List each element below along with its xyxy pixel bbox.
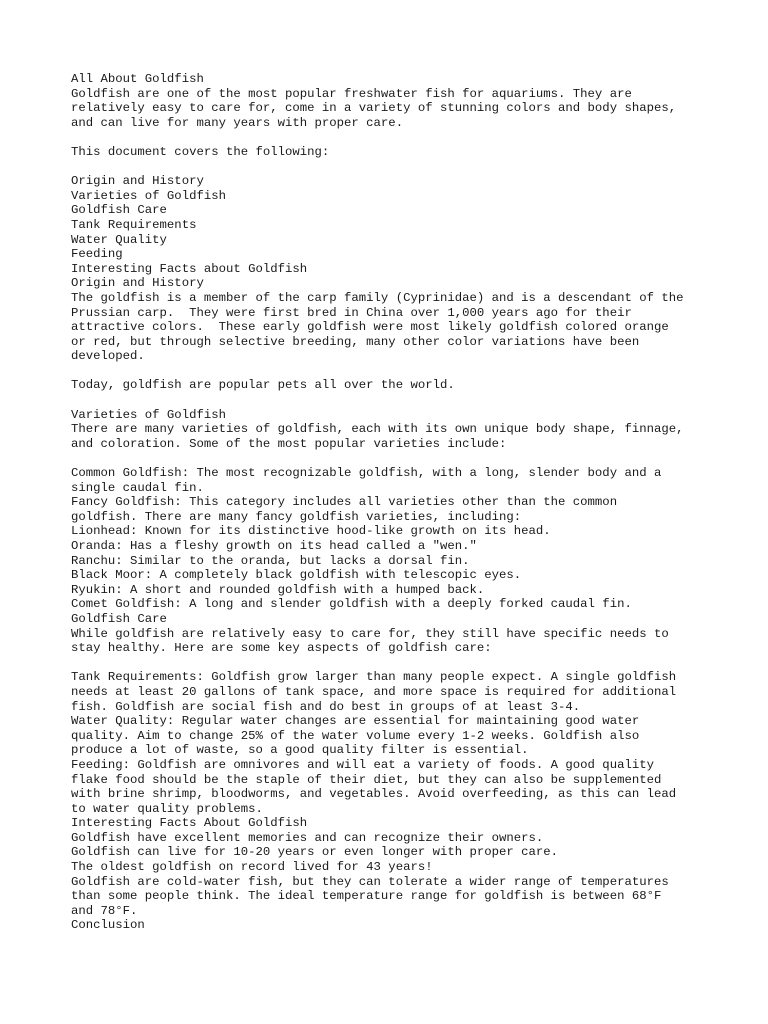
text-line: Origin and History — [71, 276, 204, 291]
document-body — [71, 72, 731, 933]
text-line: fish. Goldfish are social fish and do best in groups of at least 3-4. — [71, 699, 581, 714]
text-line: needs at least 20 gallons of tank space, and more space is required for additional — [71, 684, 677, 699]
text-line: Tank Requirements — [71, 217, 197, 232]
text-line: attractive colors. These early goldfish were most likely goldfish colored orange — [71, 320, 669, 335]
text-line: Origin and History — [71, 174, 204, 189]
text-line: The oldest goldfish on record lived for 43 years! — [71, 860, 433, 875]
text-line: Oranda: Has a fleshy growth on its head called a "wen." — [71, 539, 477, 553]
text-line: Interesting Facts About Goldfish — [71, 816, 308, 831]
text-line: Prussian carp. They were first bred in China over 1,000 years ago for their — [71, 305, 632, 320]
text-line: flake food should be the staple of their diet, but they can also be supplemented — [71, 772, 662, 787]
text-line: Interesting Facts about Goldfish — [71, 261, 308, 276]
text-line: Goldfish have excellent memories and can recognize their owners. — [71, 830, 544, 845]
text-line: Goldfish can live for 10-20 years or even longer with proper care. — [71, 845, 559, 860]
text-line: Feeding — [71, 247, 123, 262]
text-line: While goldfish are relatively easy to care for, they still have specific needs to — [71, 626, 669, 641]
text-line: developed. — [71, 349, 145, 364]
blank-line — [71, 451, 731, 466]
text-line: goldfish. There are many fancy goldfish varieties, including: — [71, 509, 522, 524]
text-line: and 78°F. — [71, 903, 138, 918]
text-line: or red, but through selective breeding, many other color variations have been — [71, 334, 640, 349]
text-line: Conclusion — [71, 918, 145, 933]
text-line: Common Goldfish: The most recognizable goldfish, with a long, slender body and a — [71, 466, 662, 481]
text-line: produce a lot of waste, so a good quality filter is essential. — [71, 743, 529, 758]
blank-line — [71, 130, 731, 145]
text-line: to water quality problems. — [71, 801, 263, 816]
text-line: Today, goldfish are popular pets all over the world. — [71, 378, 455, 393]
text-line: All About Goldfish — [71, 72, 204, 86]
text-line: Water Quality: Regular water changes are essential for maintaining good water — [71, 714, 640, 729]
text-line: Tank Requirements: Goldfish grow larger than many people expect. A single goldfish — [71, 670, 677, 685]
text-line: Comet Goldfish: A long and slender goldfish with a deeply forked caudal fin. — [71, 597, 632, 612]
text-line: Fancy Goldfish: This category includes all varieties other than the common — [71, 495, 618, 510]
blank-line — [71, 393, 731, 408]
text-line: Goldfish are one of the most popular freshwater fish for aquariums. They are — [71, 86, 632, 101]
text-line: Goldfish Care — [71, 203, 167, 218]
text-line: Varieties of Goldfish — [71, 188, 226, 203]
text-line: Lionhead: Known for its distinctive hood-like growth on its head. — [71, 524, 551, 539]
text-line: The goldfish is a member of the carp family (Cyprinidae) and is a descendant of the — [71, 290, 684, 305]
text-line: relatively easy to care for, come in a variety of stunning colors and body shapes, — [71, 101, 677, 116]
text-line: and can live for many years with proper care. — [71, 115, 404, 130]
text-line: There are many varieties of goldfish, each with its own unique body shape, finnage, — [71, 422, 684, 437]
blank-line — [71, 656, 731, 671]
text-line: Varieties of Goldfish — [71, 407, 226, 422]
text-line: than some people think. The ideal temperature range for goldfish is between 68°F — [71, 889, 662, 904]
text-line: Goldfish Care — [71, 611, 167, 626]
text-line: Feeding: Goldfish are omnivores and will eat a variety of foods. A good quality — [71, 757, 654, 772]
text-line: single caudal fin. — [71, 480, 204, 495]
text-line: Water Quality — [71, 232, 167, 247]
blank-line — [71, 364, 731, 379]
blank-line — [71, 160, 731, 175]
text-line: with brine shrimp, bloodworms, and vegetables. Avoid overfeeding, as this can lead — [71, 787, 677, 802]
text-line: Black Moor: A completely black goldfish with telescopic eyes. — [71, 568, 522, 583]
text-line: This document covers the following: — [71, 144, 330, 159]
text-line: Goldfish are cold-water fish, but they can tolerate a wider range of temperatures — [71, 874, 669, 889]
text-line: Ranchu: Similar to the oranda, but lacks a dorsal fin. — [71, 553, 470, 568]
text-line: Ryukin: A short and rounded goldfish with a humped back. — [71, 582, 485, 597]
text-line: quality. Aim to change 25% of the water volume every 1-2 weeks. Goldfish also — [71, 728, 640, 743]
text-line: stay healthy. Here are some key aspects of goldfish care: — [71, 641, 492, 656]
text-line: and coloration. Some of the most popular varieties include: — [71, 436, 507, 451]
